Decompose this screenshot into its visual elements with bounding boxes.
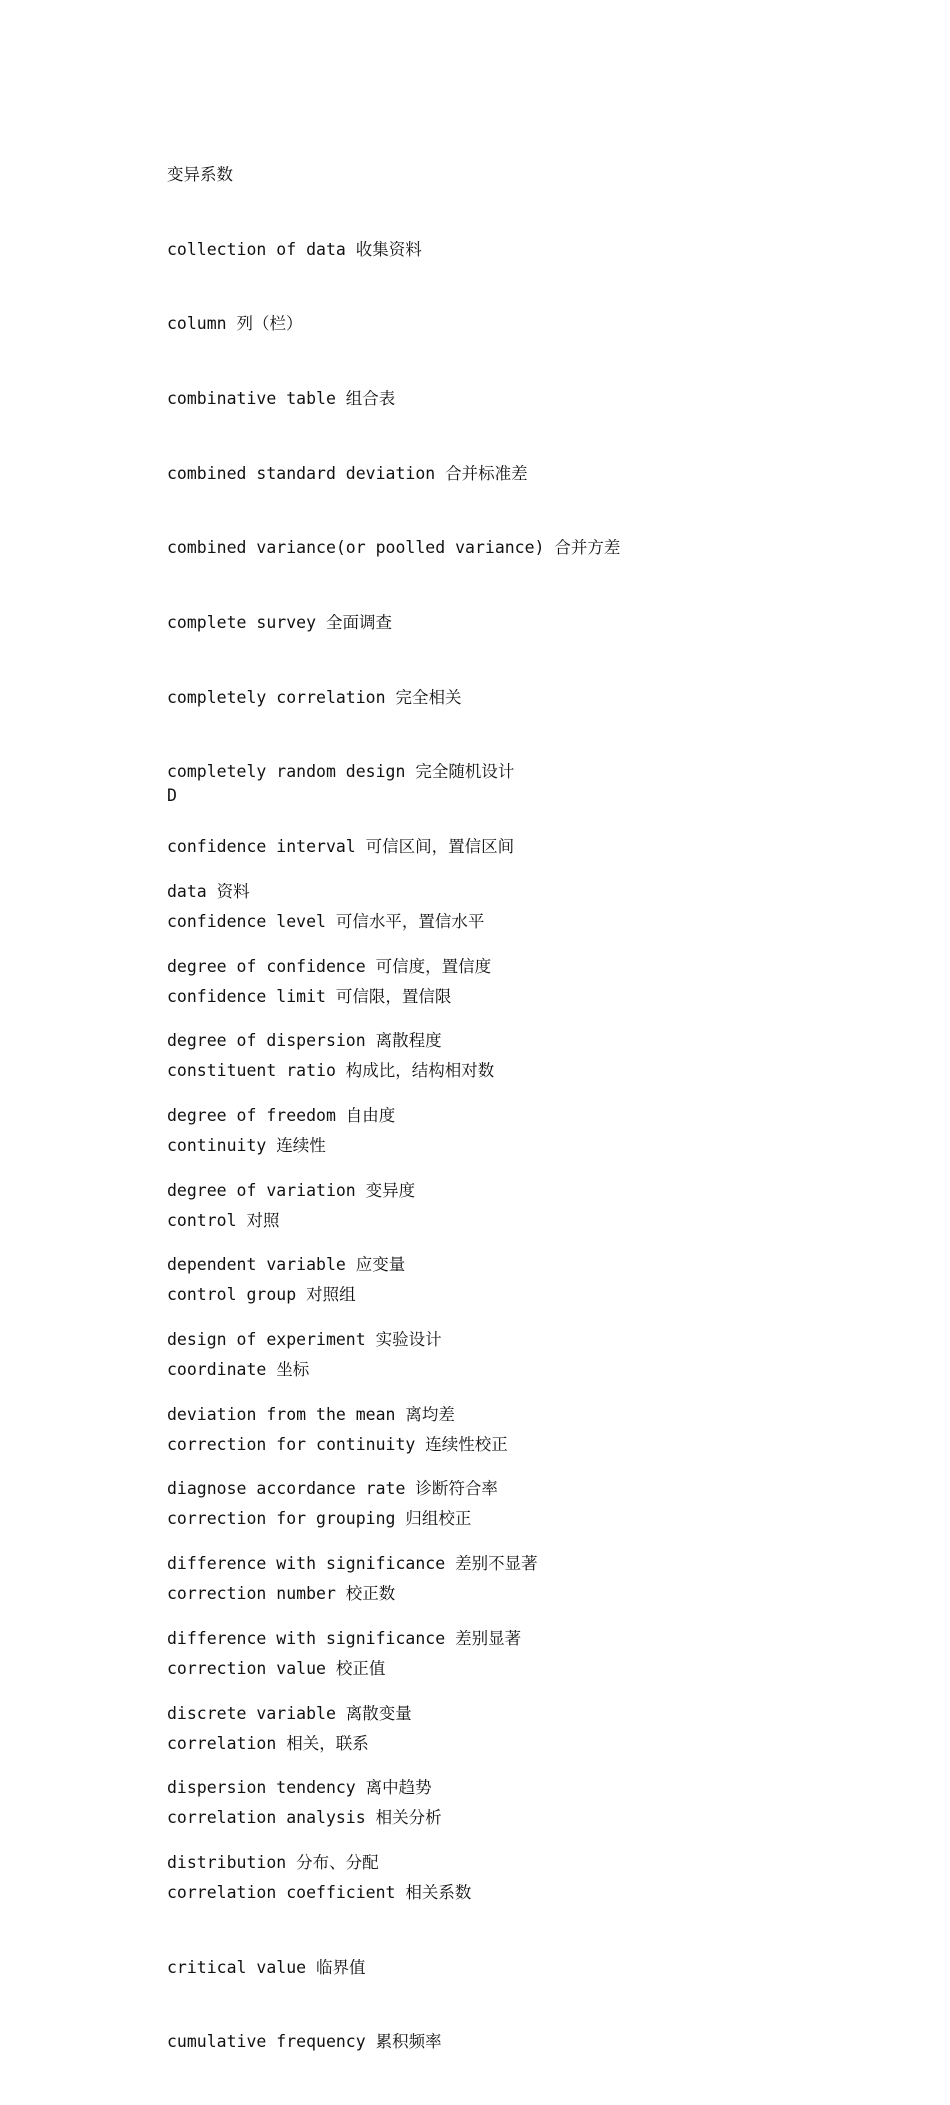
glossary-entry: completely random design 完全随机设计 — [167, 762, 515, 782]
section-heading-d: D — [167, 786, 177, 805]
glossary-entry: combined standard deviation 合并标准差 — [167, 463, 528, 483]
glossary-entry: correction for continuity 连续性校正 — [167, 1434, 508, 1454]
glossary-entry: combined variance(or poolled variance) 合并方差 — [167, 538, 621, 558]
glossary-entry: distribution 分布、分配 — [167, 1852, 379, 1872]
glossary-entry: correction for grouping 归组校正 — [167, 1509, 472, 1529]
glossary-entry: degree of freedom 自由度 — [167, 1105, 396, 1125]
glossary-entry: completely correlation 完全相关 — [167, 687, 462, 707]
glossary-entry: column 列（栏） — [167, 314, 303, 334]
glossary-entry: degree of confidence 可信度，置信度 — [167, 956, 492, 976]
glossary-entry: difference with significance 差别不显著 — [167, 1554, 538, 1574]
glossary-entry: degree of dispersion 离散程度 — [167, 1031, 442, 1051]
glossary-entry: control group 对照组 — [167, 1285, 356, 1305]
glossary-entry: critical value 临界值 — [167, 1957, 366, 1977]
glossary-entry: 变异系数 — [167, 164, 233, 184]
glossary-entry: diagnose accordance rate 诊断符合率 — [167, 1479, 498, 1499]
glossary-entry: correlation 相关，联系 — [167, 1733, 369, 1753]
glossary-entry: cumulative frequency 累积频率 — [167, 2032, 442, 2052]
glossary-entry: combinative table 组合表 — [167, 388, 396, 408]
glossary-entry: control 对照 — [167, 1210, 280, 1230]
glossary-entry: collection of data 收集资料 — [167, 239, 422, 259]
glossary-entry: confidence interval 可信区间，置信区间 — [167, 837, 515, 857]
glossary-entry: design of experiment 实验设计 — [167, 1330, 442, 1350]
glossary-entry: continuity 连续性 — [167, 1135, 326, 1155]
glossary-list-d — [167, 830, 538, 1926]
glossary-entry: correction value 校正值 — [167, 1658, 386, 1678]
glossary-entry: correction number 校正数 — [167, 1584, 396, 1604]
glossary-entry: discrete variable 离散变量 — [167, 1703, 412, 1723]
glossary-entry: complete survey 全面调查 — [167, 613, 392, 633]
glossary-entry: confidence limit 可信限，置信限 — [167, 986, 452, 1006]
glossary-entry: data 资料 — [167, 881, 250, 901]
glossary-entry: constituent ratio 构成比，结构相对数 — [167, 1061, 495, 1081]
glossary-entry: correlation analysis 相关分析 — [167, 1808, 442, 1828]
glossary-entry: difference with significance 差别显著 — [167, 1628, 522, 1648]
glossary-entry: confidence level 可信水平，置信水平 — [167, 911, 485, 931]
glossary-entry: dependent variable 应变量 — [167, 1255, 406, 1275]
glossary-entry: coordinate 坐标 — [167, 1360, 310, 1380]
glossary-entry: deviation from the mean 离均差 — [167, 1404, 455, 1424]
glossary-entry: correlation coefficient 相关系数 — [167, 1882, 472, 1902]
glossary-entry: dispersion tendency 离中趋势 — [167, 1778, 432, 1798]
glossary-entry: degree of variation 变异度 — [167, 1180, 416, 1200]
